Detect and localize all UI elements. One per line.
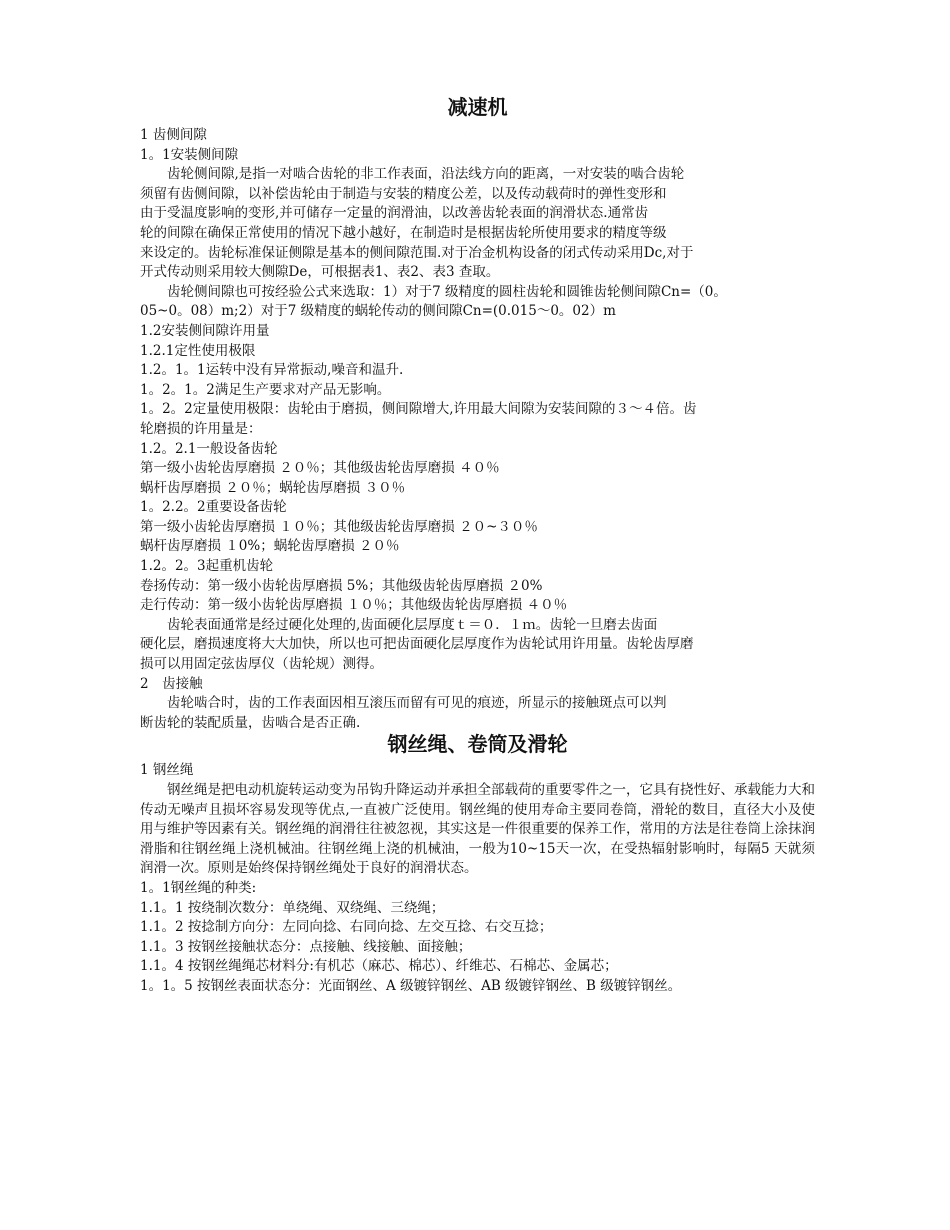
- text-line: 硬化层，磨损速度将大大加快，所以也可把齿面硬化层厚度作为齿轮试用许用量。齿轮齿厚磨: [140, 636, 694, 653]
- text-line: 齿轮啮合时，齿的工作表面因相互滚压而留有可见的痕迹，所显示的接触斑点可以判: [167, 695, 667, 712]
- heading-tooth-contact: 2 齿接触: [140, 675, 203, 692]
- text-line: 走行传动：第一级小齿轮齿厚磨损 １０％；其他级齿轮齿厚磨损 ４０％: [140, 597, 568, 614]
- subheading: 1.2。2。3起重机齿轮: [140, 558, 274, 575]
- subheading: 1.2。2.1一般设备齿轮: [140, 440, 278, 457]
- text-line: 1。2。1。2满足生产要求对产品无影响。: [140, 381, 391, 398]
- heading-wire-rope: 1 钢丝绳: [140, 762, 194, 779]
- text-line: 第一级小齿轮齿厚磨损 ２０％；其他级齿轮齿厚磨损 ４０％: [140, 460, 500, 477]
- subheading: 1.2安装侧间隙许用量: [140, 322, 270, 339]
- list-item: 1.1。4 按钢丝绳绳芯材料分:有机芯（麻芯、棉芯）、纤维芯、石棉芯、金属芯；: [140, 958, 618, 975]
- text-line: 第一级小齿轮齿厚磨损 １０％；其他级齿轮齿厚磨损 ２０~３０％: [140, 518, 538, 535]
- heading-backlash: 1 齿侧间隙: [140, 127, 207, 143]
- text-line: 断齿轮的装配质量，齿啮合是否正确.: [140, 714, 361, 731]
- subheading: 1。2.2。2重要设备齿轮: [140, 499, 287, 516]
- list-item: 1.1。1 按绕制次数分：单绕绳、双绕绳、三绕绳；: [140, 899, 445, 916]
- section-title-wire-rope: 钢丝绳、卷筒及滑轮: [387, 732, 568, 757]
- text-line: 1.2。1。1运转中没有异常振动,噪音和温升.: [140, 362, 404, 379]
- section-title-reducer: 减速机: [447, 95, 508, 119]
- text-line: 损可以用固定弦齿厚仪（齿轮规）测得。: [140, 656, 383, 673]
- subheading: 1.2.1定性使用极限: [140, 342, 256, 359]
- text-line: 来设定的。齿轮标准保证侧隙是基本的侧间隙范围.对于冶金机构设备的闭式传动采用Dc,对于: [140, 244, 694, 261]
- list-item: 1.1。2 按捻制方向分：左同向捻、右同向捻、左交互捻、右交互捻；: [140, 919, 553, 936]
- subheading-rope-types: 1。1钢丝绳的种类:: [140, 879, 257, 896]
- text-line: 齿轮侧间隙也可按经验公式来选取：1）对于7 级精度的圆柱齿轮和圆锥齿轮侧间隙Cn=（0。: [167, 283, 727, 300]
- text-line: 卷扬传动：第一级小齿轮齿厚磨损 5%；其他级齿轮齿厚磨损 ２0%: [140, 577, 543, 594]
- text-line: 蜗杆齿厚磨损 １0%；蜗轮齿厚磨损 ２０％: [140, 538, 400, 555]
- text-line: 齿轮表面通常是经过硬化处理的,齿面硬化层厚度ｔ＝０．１ｍ。齿轮一旦磨去齿面: [167, 616, 658, 633]
- document-page: [140, 92, 815, 997]
- text-line: 开式传动则采用较大侧隙De，可根据表1、表2、表3 查取。: [140, 264, 500, 281]
- text-line: 齿轮侧间隙,是指一对啮合齿轮的非工作表面，沿法线方向的距离，一对安装的啮合齿轮: [167, 166, 685, 183]
- text-line: 由于受温度影响的变形,并可储存一定量的润滑油，以改善齿轮表面的润滑状态.通常齿: [140, 205, 649, 222]
- wire-rope-paragraph: 钢丝绳是把电动机旋转运动变为吊钩升降运动并承担全部载荷的重要零件之一，它具有挠性好、承载能力大和传动无噪声且损坏容易发现等优点,一直被广泛使用。钢丝绳的使用寿命主要同卷筒，滑轮的数目，直径大小及使用与维护等因素有关。钢丝绳的润滑往往被忽视，其实这是一件很重要的保养工作，常用的方法是往卷筒上涂抹润滑脂和往钢丝绳上浇机械油。往钢丝绳上浇的机械油，一般为10~15天一次，在受热辐射影响时，每隔5 天就须润滑一次。原则是始终保持钢丝绳处于良好的润滑状态。: [140, 782, 815, 877]
- text-line: 1。2。2定量使用极限：齿轮由于磨损，侧间隙增大,许用最大间隙为安装间隙的３～４倍。齿: [140, 401, 697, 418]
- list-item: 1.1。3 按钢丝接触状态分：点接触、线接触、面接触；: [140, 938, 472, 955]
- text-line: 须留有齿侧间隙，以补偿齿轮由于制造与安装的精度公差，以及传动载荷时的弹性变形和: [140, 185, 667, 202]
- text-line: 轮的间隙在确保正常使用的情况下越小越好，在制造时是根据齿轮所使用要求的精度等级: [140, 224, 667, 241]
- subheading-install-backlash: 1。1安装侧间隙: [140, 146, 239, 163]
- text-line: 蜗杆齿厚磨损 ２０％；蜗轮齿厚磨损 ３０％: [140, 479, 406, 496]
- text-line: 轮磨损的许用量是：: [140, 420, 262, 437]
- list-item: 1。1。5 按钢丝表面状态分：光面钢丝、A 级镀锌钢丝、AB 级镀锌钢丝、B 级镀锌钢丝。: [140, 977, 682, 994]
- text-line: 05~0。08）m;2）对于7 级精度的蜗轮传动的侧间隙Cn=(0.015～0。02）m: [140, 303, 616, 320]
